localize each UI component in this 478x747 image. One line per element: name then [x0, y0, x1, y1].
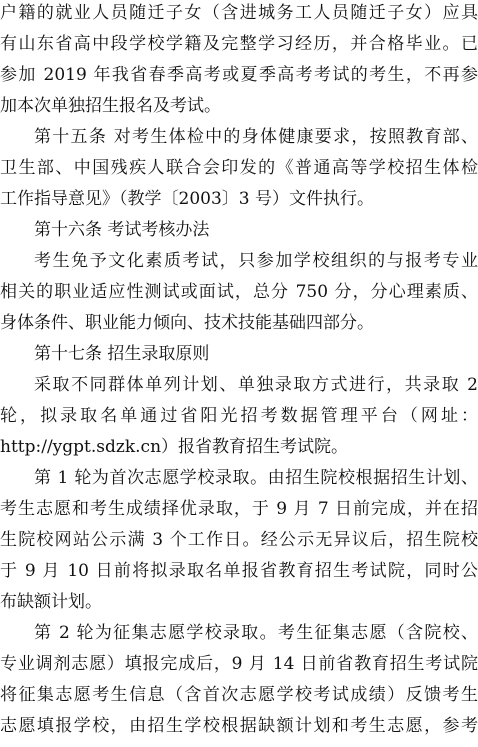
text-line: 将征集志愿考生信息（含首次志愿学校考试成绩）反馈考生 — [0, 685, 478, 705]
article-15-heading-line: 第十五条 对考生体检中的身体健康要求，按照教育部、 — [34, 127, 478, 147]
text-line: 加本次单独招生报名及考试。 — [0, 96, 221, 116]
text-line: 参加 2019 年我省春季高考或夏季高考考试的考生，不再参 — [0, 65, 478, 85]
article-17-heading: 第十七条 招生录取原则 — [34, 344, 210, 364]
text-line: 轮，拟录取名单通过省阳光招考数据管理平台（网址： — [0, 406, 478, 426]
text-line: 志愿填报学校，由招生学校根据缺额计划和考生志愿，参考 — [0, 716, 478, 736]
text-line: 生院校网站公示满 3 个工作日。经公示无异议后，招生院校 — [0, 530, 478, 550]
text-line: 专业调剂志愿）填报完成后，9 月 14 日前省教育招生考试院 — [0, 654, 478, 674]
text-line: 考生志愿和考生成绩择优录取，于 9 月 7 日前完成，并在招 — [0, 499, 478, 519]
text-line: 布缺额计划。 — [0, 592, 102, 612]
text-line: 第 2 轮为征集志愿学校录取。考生征集志愿（含院校、 — [34, 623, 478, 643]
text-line: 第 1 轮为首次志愿学校录取。由招生院校根据招生计划、 — [34, 468, 478, 488]
text-line: 采取不同群体单列计划、单独录取方式进行，共录取 2 — [34, 375, 478, 395]
text-line: 工作指导意见》（教学〔2003〕3 号）文件执行。 — [0, 189, 374, 209]
text-line: 户籍的就业人员随迁子女（含进城务工人员随迁子女）应具 — [0, 3, 478, 23]
text-line: 卫生部、中国残疾人联合会印发的《普通高等学校招生体检 — [0, 158, 478, 178]
article-16-heading: 第十六条 考试考核办法 — [34, 220, 210, 240]
text-line: 于 9 月 10 日前将拟录取名单报省教育招生考试院，同时公 — [0, 561, 478, 581]
text-line: 考生免予文化素质考试，只参加学校组织的与报考专业 — [34, 251, 478, 271]
text-line: 身体条件、职业能力倾向、技术技能基础四部分。 — [0, 313, 374, 333]
text-line: http://ygpt.sdzk.cn）报省教育招生考试院。 — [0, 437, 349, 457]
text-line: 相关的职业适应性测试或面试，总分 750 分，分心理素质、 — [0, 282, 478, 302]
text-line: 有山东省高中段学校学籍及完整学习经历，并合格毕业。已 — [0, 34, 478, 54]
